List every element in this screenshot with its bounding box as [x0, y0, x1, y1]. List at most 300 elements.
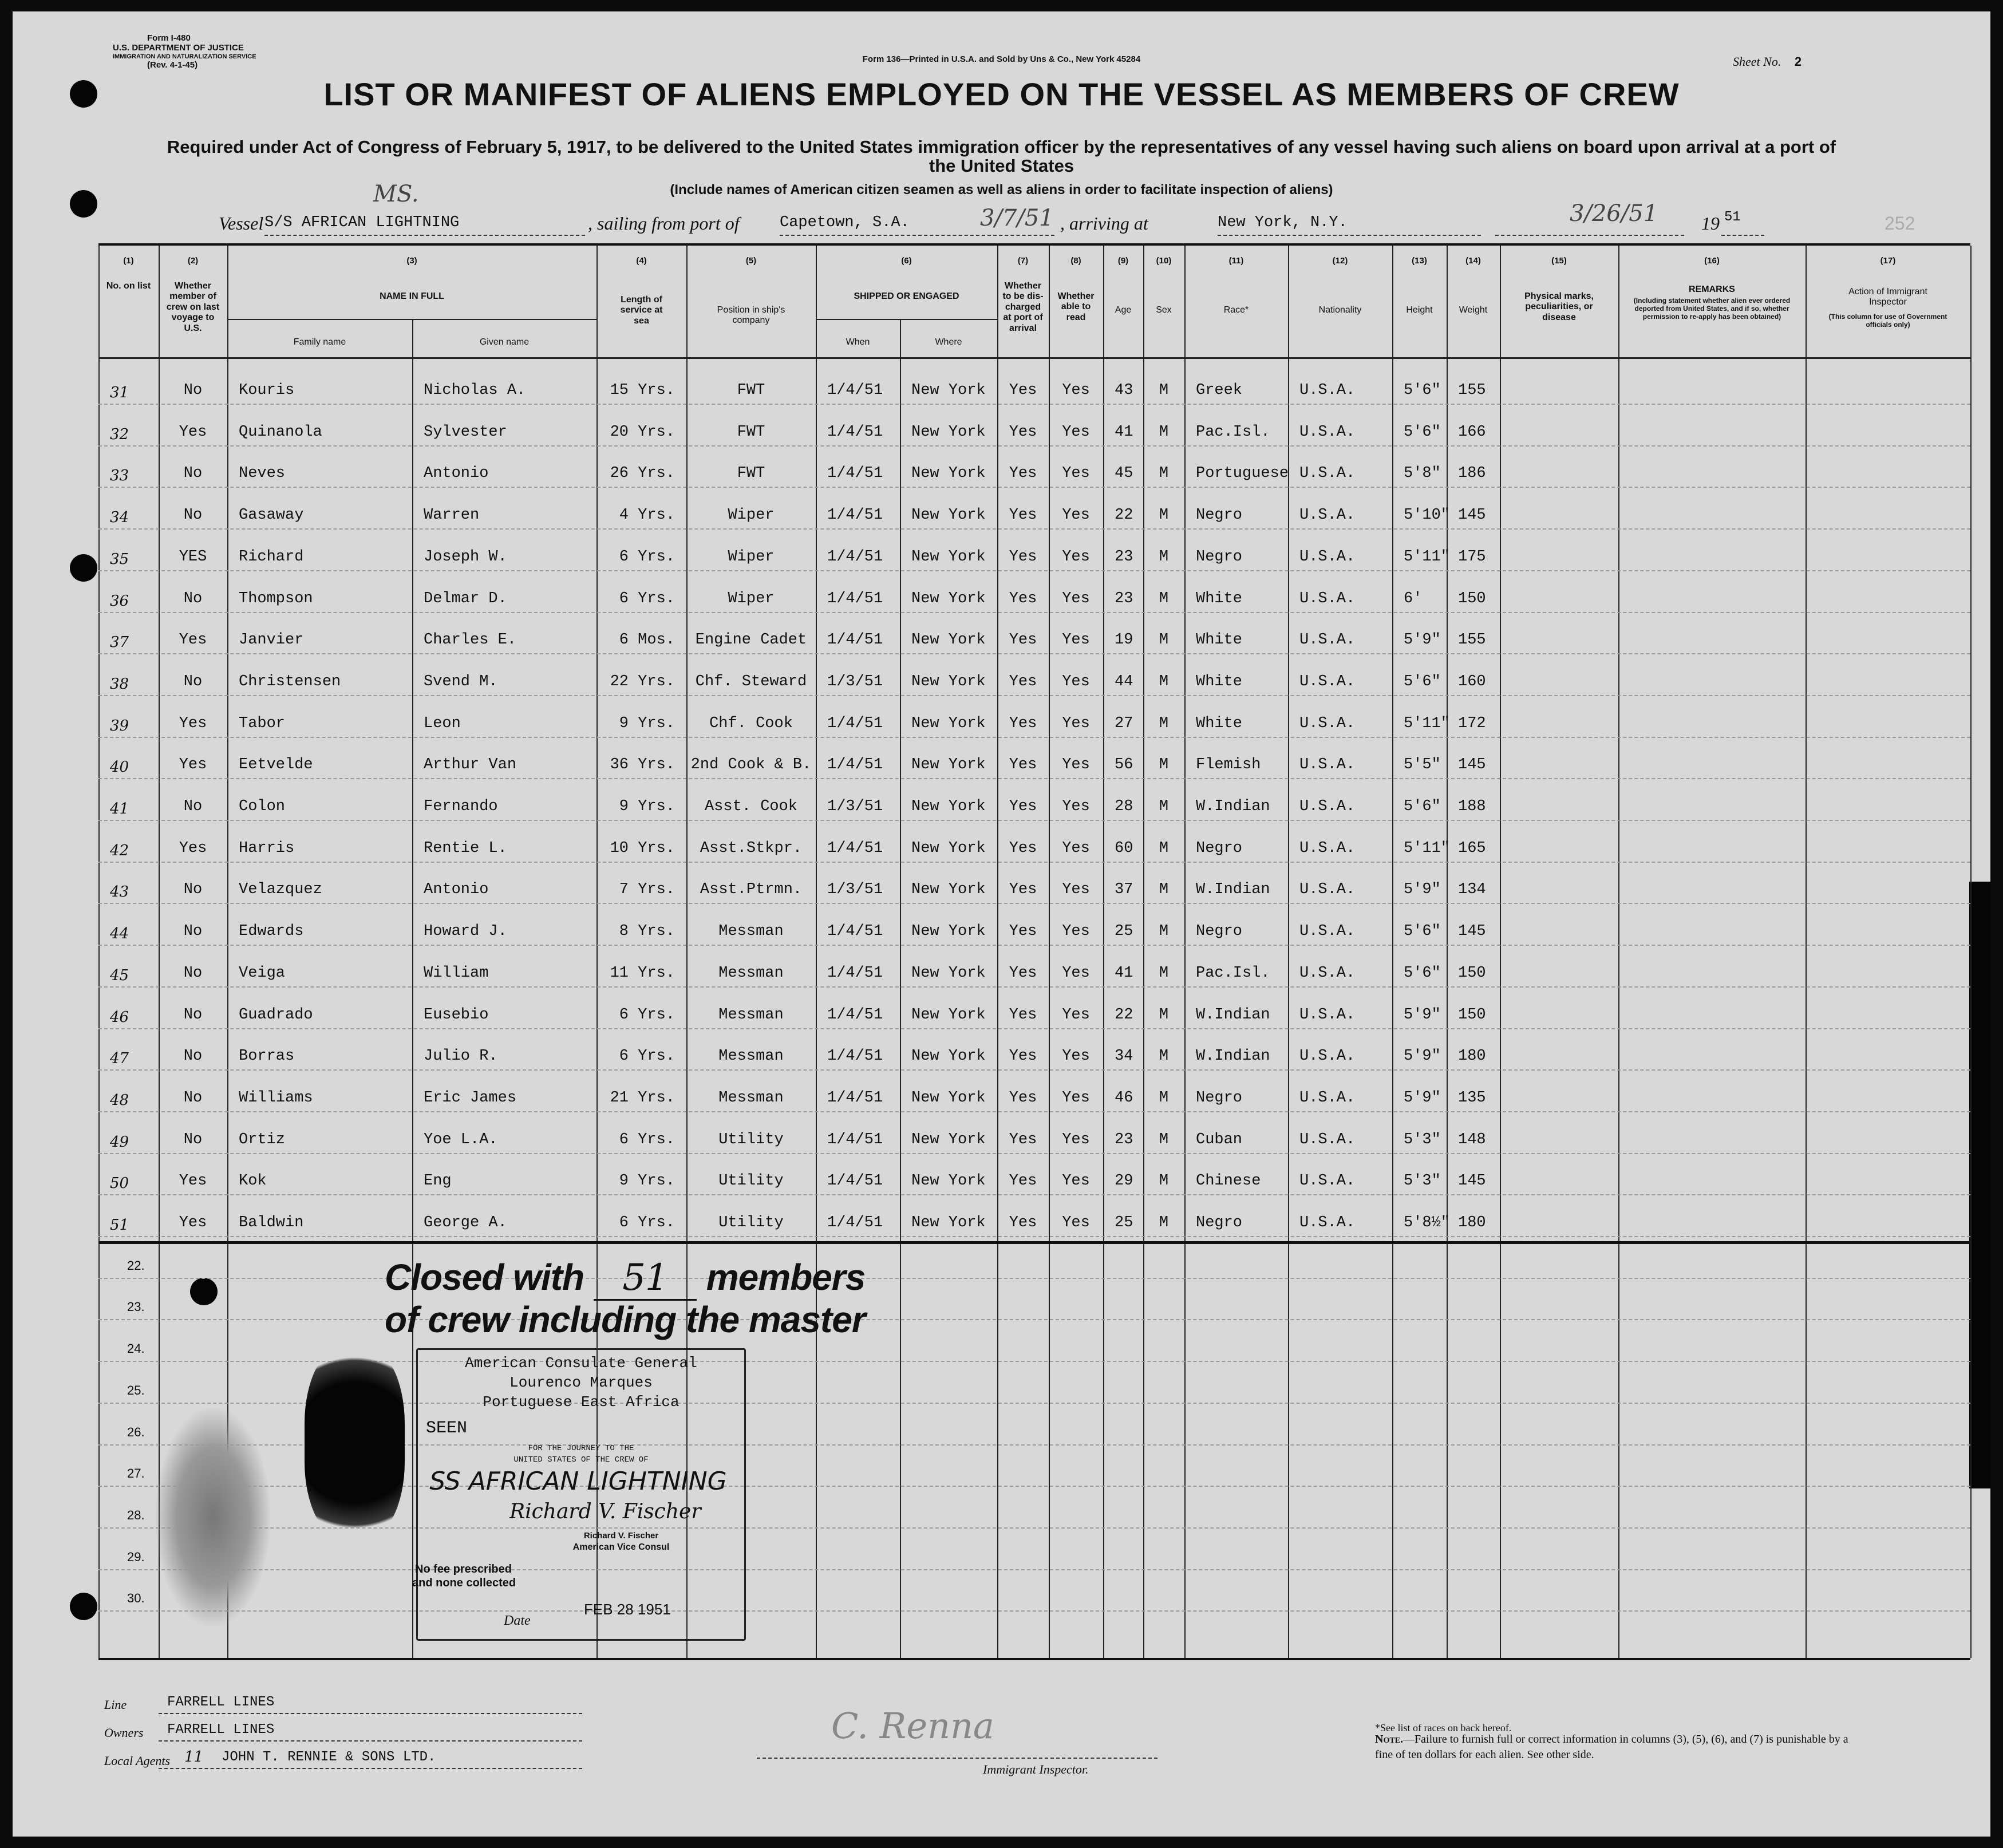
none-collected: and none collected — [412, 1577, 516, 1589]
cell-sex: M — [1159, 507, 1169, 524]
cell-family: Baldwin — [239, 1214, 304, 1231]
cell-where: New York — [911, 1048, 986, 1065]
manifest-page — [13, 11, 1990, 1837]
cell-where: New York — [911, 1006, 986, 1024]
cell-age: 27 — [1115, 714, 1133, 732]
cell-when: 1/4/51 — [827, 839, 883, 857]
cell-position: Messman — [718, 1089, 784, 1107]
row-rule — [98, 612, 1970, 613]
cell-discharge: Yes — [1009, 964, 1037, 982]
cell-height: 5'3" — [1404, 1131, 1441, 1148]
cell-nationality: U.S.A. — [1299, 1006, 1356, 1024]
consulate-line1: American Consulate General — [465, 1355, 697, 1372]
cell-read: Yes — [1062, 1048, 1090, 1065]
cell-position: Wiper — [728, 548, 775, 566]
cell-height: 5'3" — [1404, 1172, 1441, 1190]
cell-nationality: U.S.A. — [1299, 382, 1356, 399]
cell-position: 2nd Cook & B. — [690, 756, 812, 774]
cell-height: 5'6" — [1404, 423, 1441, 441]
column-number: (6) — [901, 256, 912, 266]
line-label: Line — [104, 1697, 127, 1712]
cell-family: Janvier — [239, 631, 304, 649]
cell-age: 34 — [1115, 1048, 1133, 1065]
cell-when: 1/4/51 — [827, 423, 883, 441]
column-rule — [997, 246, 998, 1658]
cell-service: 15 Yrs. — [610, 382, 675, 399]
cell-prev: No — [183, 382, 203, 399]
cell-when: 1/3/51 — [827, 881, 883, 899]
column-rule — [1806, 246, 1807, 1658]
closing-rule — [98, 1241, 1970, 1244]
owners-value: FARRELL LINES — [167, 1722, 275, 1738]
cell-race: Negro — [1196, 1214, 1243, 1231]
header-sex: Sex — [1156, 305, 1172, 315]
cell-sex: M — [1159, 465, 1169, 483]
cell-age: 23 — [1115, 548, 1133, 566]
cell-service: 6 Mos. — [619, 631, 675, 649]
row-rule — [98, 1236, 1970, 1237]
cell-service: 36 Yrs. — [610, 756, 675, 774]
cell-where: New York — [911, 1214, 986, 1231]
cell-where: New York — [911, 964, 986, 982]
closed-stamp — [385, 1257, 866, 1339]
cell-discharge: Yes — [1009, 1048, 1037, 1065]
row-rule — [98, 1028, 1970, 1029]
cell-race: Pac.Isl. — [1196, 964, 1270, 982]
consulate-stamp — [412, 1348, 746, 1641]
cell-nationality: U.S.A. — [1299, 964, 1356, 982]
cell-where: New York — [911, 507, 986, 524]
sailing-underline — [780, 235, 1054, 236]
cell-service: 9 Yrs. — [619, 714, 675, 732]
cell-race: Negro — [1196, 839, 1243, 857]
header-rule — [227, 319, 596, 320]
cell-weight: 155 — [1458, 631, 1486, 649]
cell-when: 1/4/51 — [827, 756, 883, 774]
cell-discharge: Yes — [1009, 507, 1037, 524]
cell-race: White — [1196, 673, 1243, 690]
cell-race: Negro — [1196, 548, 1243, 566]
header-weight: Weight — [1459, 305, 1488, 315]
cell-race: White — [1196, 631, 1243, 649]
cell-service: 9 Yrs. — [619, 1172, 675, 1190]
cell-sex: M — [1159, 964, 1169, 982]
cell-service: 22 Yrs. — [610, 673, 675, 690]
cell-weight: 180 — [1458, 1214, 1486, 1231]
cell-prev: Yes — [179, 714, 207, 732]
cell-given: Arthur Van — [424, 756, 517, 774]
cell-when: 1/4/51 — [827, 964, 883, 982]
cell-prev: Yes — [179, 1172, 207, 1190]
cell-prev: Yes — [179, 631, 207, 649]
year-label: 19 — [1701, 213, 1720, 234]
cell-when: 1/4/51 — [827, 465, 883, 483]
cell-height: 5'6" — [1404, 964, 1441, 982]
cell-weight: 150 — [1458, 964, 1486, 982]
cell-where: New York — [911, 1089, 986, 1107]
cell-age: 23 — [1115, 590, 1133, 607]
cell-discharge: Yes — [1009, 423, 1037, 441]
cell-given: Sylvester — [424, 423, 507, 441]
row-number: 31 — [110, 384, 129, 401]
row-rule — [98, 487, 1970, 488]
cell-when: 1/4/51 — [827, 1006, 883, 1024]
cell-family: Eetvelde — [239, 756, 313, 774]
cell-when: 1/4/51 — [827, 507, 883, 524]
cell-service: 6 Yrs. — [619, 1214, 675, 1231]
cell-height: 5'9" — [1404, 1006, 1441, 1024]
row-number: 34 — [110, 509, 129, 527]
column-number: (11) — [1228, 256, 1244, 266]
cell-nationality: U.S.A. — [1299, 1214, 1356, 1231]
column-rule — [900, 319, 901, 1658]
cell-nationality: U.S.A. — [1299, 881, 1356, 899]
year-underline — [1721, 235, 1764, 236]
ink-smudge — [156, 1408, 270, 1626]
cell-position: Chf. Cook — [709, 714, 793, 732]
header-physical-marks: Physical marks, peculiarities, or disease — [1524, 291, 1594, 322]
header-when: When — [846, 337, 870, 347]
owners-underline — [159, 1740, 582, 1742]
column-rule — [1392, 246, 1393, 1658]
cell-weight: 150 — [1458, 1006, 1486, 1024]
cell-sex: M — [1159, 673, 1169, 690]
blank-line-number: 29. — [127, 1549, 145, 1564]
cell-given: William — [424, 964, 489, 982]
cell-family: Guadrado — [239, 1006, 313, 1024]
closed-member-count: 51 — [594, 1257, 697, 1301]
cell-position: Asst. Cook — [704, 798, 798, 815]
row-rule — [98, 1069, 1970, 1071]
vessel-annotation: MS. — [373, 181, 419, 207]
header-race: Race* — [1223, 305, 1249, 315]
cell-weight: 145 — [1458, 756, 1486, 774]
cell-read: Yes — [1062, 1131, 1090, 1148]
cell-position: Messman — [718, 964, 784, 982]
cell-age: 22 — [1115, 1006, 1133, 1024]
cell-race: Negro — [1196, 923, 1243, 941]
cell-sex: M — [1159, 1214, 1169, 1231]
header-age: Age — [1115, 305, 1132, 315]
cell-discharge: Yes — [1009, 881, 1037, 899]
cell-sex: M — [1159, 1006, 1169, 1024]
cell-discharge: Yes — [1009, 590, 1037, 607]
cell-read: Yes — [1062, 423, 1090, 441]
cell-nationality: U.S.A. — [1299, 1131, 1356, 1148]
cell-race: Chinese — [1196, 1172, 1261, 1190]
cell-weight: 180 — [1458, 1048, 1486, 1065]
agents-prefix: 11 — [184, 1748, 204, 1766]
header-remarks: REMARKS — [1689, 285, 1735, 294]
header-where: Where — [935, 337, 962, 347]
cell-service: 7 Yrs. — [619, 881, 675, 899]
cell-where: New York — [911, 923, 986, 941]
cell-nationality: U.S.A. — [1299, 507, 1356, 524]
row-number: 49 — [110, 1133, 129, 1151]
column-rule — [1447, 246, 1448, 1658]
cell-when: 1/4/51 — [827, 590, 883, 607]
cell-discharge: Yes — [1009, 1214, 1037, 1231]
row-rule — [98, 945, 1970, 946]
cell-sex: M — [1159, 423, 1169, 441]
cell-age: 19 — [1115, 631, 1133, 649]
no-fee: No fee prescribed — [415, 1563, 512, 1575]
cell-prev: No — [183, 964, 203, 982]
column-number: (12) — [1332, 256, 1348, 266]
cell-weight: 145 — [1458, 1172, 1486, 1190]
row-rule — [98, 1111, 1970, 1112]
cell-where: New York — [911, 631, 986, 649]
cell-family: Velazquez — [239, 881, 322, 899]
cell-race: Pac.Isl. — [1196, 423, 1270, 441]
cell-nationality: U.S.A. — [1299, 631, 1356, 649]
cell-when: 1/4/51 — [827, 1048, 883, 1065]
cell-height: 5'5" — [1404, 756, 1441, 774]
cell-given: Svend M. — [424, 673, 498, 690]
cell-where: New York — [911, 548, 986, 566]
row-number: 46 — [110, 1008, 129, 1026]
row-rule — [98, 1194, 1970, 1195]
cell-where: New York — [911, 423, 986, 441]
cell-prev: No — [183, 1089, 203, 1107]
cell-nationality: U.S.A. — [1299, 1048, 1356, 1065]
cell-given: Eng — [424, 1172, 452, 1190]
row-number: 50 — [110, 1175, 129, 1192]
binder-hole — [70, 554, 97, 582]
header-able-read: Whether able to read — [1057, 291, 1095, 322]
cell-sex: M — [1159, 1131, 1169, 1148]
cell-position: Asst.Stkpr. — [700, 839, 803, 857]
blank-line-number: 23. — [127, 1300, 145, 1314]
cell-service: 8 Yrs. — [619, 923, 675, 941]
date-value: FEB 28 1951 — [584, 1601, 671, 1618]
cell-height: 5'10" — [1404, 507, 1451, 524]
cell-family: Veiga — [239, 964, 286, 982]
header-prev-voyage: Whether member of crew on last voyage to U.S. — [166, 281, 220, 333]
column-number: (16) — [1704, 256, 1720, 266]
cell-height: 5'6" — [1404, 798, 1441, 815]
row-number: 43 — [110, 883, 129, 901]
cell-position: FWT — [737, 382, 765, 399]
cell-weight: 188 — [1458, 798, 1486, 815]
cell-read: Yes — [1062, 1172, 1090, 1190]
cell-where: New York — [911, 798, 986, 815]
sheet-label: Sheet No. — [1733, 54, 1781, 69]
column-rule — [412, 319, 413, 1658]
header-nationality: Nationality — [1318, 305, 1362, 315]
vessel-underline — [264, 235, 585, 236]
cell-age: 46 — [1115, 1089, 1133, 1107]
cell-read: Yes — [1062, 881, 1090, 899]
header-action: Action of Immigrant Inspector — [1848, 287, 1927, 307]
page-title: LIST OR MANIFEST OF ALIENS EMPLOYED ON THE VESSEL AS MEMBERS OF CREW — [323, 76, 1680, 112]
row-rule — [98, 570, 1970, 571]
consul-signature: Richard V. Fischer — [509, 1500, 701, 1523]
cell-nationality: U.S.A. — [1299, 923, 1356, 941]
closed-line2: of crew including the master — [385, 1299, 866, 1340]
cell-service: 11 Yrs. — [610, 964, 675, 982]
line-value: FARRELL LINES — [167, 1695, 275, 1710]
cell-race: Flemish — [1196, 756, 1261, 774]
cell-weight: 145 — [1458, 507, 1486, 524]
cell-family: Quinanola — [239, 423, 322, 441]
cell-when: 1/3/51 — [827, 673, 883, 690]
cell-read: Yes — [1062, 382, 1090, 399]
department: U.S. DEPARTMENT OF JUSTICE — [113, 43, 244, 53]
cell-where: New York — [911, 382, 986, 399]
cell-read: Yes — [1062, 798, 1090, 815]
cell-sex: M — [1159, 1089, 1169, 1107]
row-rule — [98, 778, 1970, 779]
blank-line-number: 26. — [127, 1424, 145, 1439]
cell-age: 44 — [1115, 673, 1133, 690]
cell-race: W.Indian — [1196, 881, 1270, 899]
cell-race: Negro — [1196, 1089, 1243, 1107]
cell-weight: 155 — [1458, 382, 1486, 399]
column-rule — [1618, 246, 1619, 1658]
cell-where: New York — [911, 673, 986, 690]
cell-discharge: Yes — [1009, 798, 1037, 815]
cell-read: Yes — [1062, 923, 1090, 941]
row-number: 37 — [110, 634, 129, 651]
cell-sex: M — [1159, 798, 1169, 815]
cell-read: Yes — [1062, 548, 1090, 566]
cell-nationality: U.S.A. — [1299, 673, 1356, 690]
row-number: 35 — [110, 550, 129, 568]
cell-position: Messman — [718, 923, 784, 941]
cell-position: Asst.Ptrmn. — [700, 881, 803, 899]
cell-nationality: U.S.A. — [1299, 756, 1356, 774]
cell-nationality: U.S.A. — [1299, 1089, 1356, 1107]
cell-discharge: Yes — [1009, 465, 1037, 483]
column-rule — [1103, 246, 1104, 1658]
cell-age: 60 — [1115, 839, 1133, 857]
blank-line-number: 25. — [127, 1383, 145, 1397]
row-number: 47 — [110, 1050, 129, 1068]
header-given-name: Given name — [479, 337, 530, 347]
cell-nationality: U.S.A. — [1299, 714, 1356, 732]
consulate-vessel: SS AFRICAN LIGHTNING — [429, 1467, 727, 1496]
cell-prev: No — [183, 1131, 203, 1148]
column-rule — [1970, 246, 1972, 1658]
cell-given: Joseph W. — [424, 548, 507, 566]
cell-height: 5'8" — [1404, 465, 1441, 483]
cell-family: Harris — [239, 839, 295, 857]
cell-sex: M — [1159, 1048, 1169, 1065]
include-text: (Include names of American citizen seamen as well as aliens in order to facilitate inspection of aliens) — [670, 182, 1333, 198]
cell-where: New York — [911, 1172, 986, 1190]
header-height: Height — [1406, 305, 1433, 315]
cell-height: 5'9" — [1404, 1089, 1441, 1107]
cell-when: 1/4/51 — [827, 1172, 883, 1190]
column-number: (15) — [1551, 256, 1567, 266]
cell-sex: M — [1159, 590, 1169, 607]
cell-position: Chf. Steward — [695, 673, 807, 690]
consul-name: Richard V. Fischer — [583, 1531, 659, 1541]
cell-read: Yes — [1062, 964, 1090, 982]
column-rule — [159, 246, 160, 1658]
cell-given: Eric James — [424, 1089, 517, 1107]
cell-prev: Yes — [179, 839, 207, 857]
row-rule — [98, 695, 1970, 696]
row-number: 39 — [110, 717, 129, 735]
cell-where: New York — [911, 714, 986, 732]
column-number: (5) — [745, 256, 757, 266]
cell-given: Julio R. — [424, 1048, 498, 1065]
cell-height: 5'11" — [1404, 548, 1451, 566]
cell-prev: No — [183, 465, 203, 483]
agents-label: Local Agents — [104, 1754, 171, 1768]
cell-height: 5'9" — [1404, 1048, 1441, 1065]
cell-prev: No — [183, 1048, 203, 1065]
cell-race: W.Indian — [1196, 798, 1270, 815]
inspector-underline — [757, 1758, 1157, 1759]
cell-prev: YES — [179, 548, 207, 566]
cell-given: Rentie L. — [424, 839, 507, 857]
row-rule — [98, 1319, 1970, 1320]
blank-line-number: 22. — [127, 1258, 145, 1273]
note-label: Note. — [1375, 1733, 1404, 1746]
cell-prev: No — [183, 923, 203, 941]
row-number: 36 — [110, 592, 129, 610]
consulate-seen: SEEN — [426, 1419, 468, 1438]
cell-position: Utility — [718, 1172, 784, 1190]
sheet-number — [1733, 54, 1801, 69]
cell-race: Greek — [1196, 382, 1243, 399]
cell-age: 41 — [1115, 423, 1133, 441]
cell-given: Warren — [424, 507, 480, 524]
cell-sex: M — [1159, 714, 1169, 732]
cell-given: Nicholas A. — [424, 382, 526, 399]
cell-family: Kok — [239, 1172, 267, 1190]
cell-service: 6 Yrs. — [619, 590, 675, 607]
cell-position: FWT — [737, 465, 765, 483]
year-value: 51 — [1724, 210, 1741, 225]
cell-family: Kouris — [239, 382, 295, 399]
cell-height: 5'6" — [1404, 923, 1441, 941]
cell-family: Borras — [239, 1048, 295, 1065]
cell-race: Cuban — [1196, 1131, 1243, 1148]
row-number: 48 — [110, 1091, 129, 1109]
cell-read: Yes — [1062, 756, 1090, 774]
cell-weight: 166 — [1458, 423, 1486, 441]
closed-suffix: members — [706, 1257, 866, 1298]
cell-read: Yes — [1062, 465, 1090, 483]
cell-family: Neves — [239, 465, 286, 483]
cell-family: Thompson — [239, 590, 313, 607]
vessel-value: S/S AFRICAN LIGHTNING — [264, 214, 460, 231]
cell-nationality: U.S.A. — [1299, 590, 1356, 607]
cell-race: Negro — [1196, 507, 1243, 524]
cell-given: Fernando — [424, 798, 498, 815]
cell-position: Utility — [718, 1214, 784, 1231]
row-rule — [98, 653, 1970, 654]
cell-height: 5'6" — [1404, 673, 1441, 690]
header-family-name: Family name — [293, 337, 346, 347]
cell-family: Gasaway — [239, 507, 304, 524]
row-number: 40 — [110, 759, 129, 776]
cell-when: 1/3/51 — [827, 798, 883, 815]
column-number: (1) — [123, 256, 134, 266]
note-text: —Failure to furnish full or correct information in columns (3), (5), (6), and (7) is punishable by a fine of ten dollars for each alien. See other side. — [1375, 1733, 1848, 1761]
fine-note — [1375, 1732, 1867, 1763]
column-rule — [816, 246, 817, 1658]
row-rule — [98, 862, 1970, 863]
cell-age: 45 — [1115, 465, 1133, 483]
cell-read: Yes — [1062, 631, 1090, 649]
races-note: *See list of races on back hereof. — [1375, 1722, 1512, 1734]
row-rule — [98, 1610, 1970, 1612]
